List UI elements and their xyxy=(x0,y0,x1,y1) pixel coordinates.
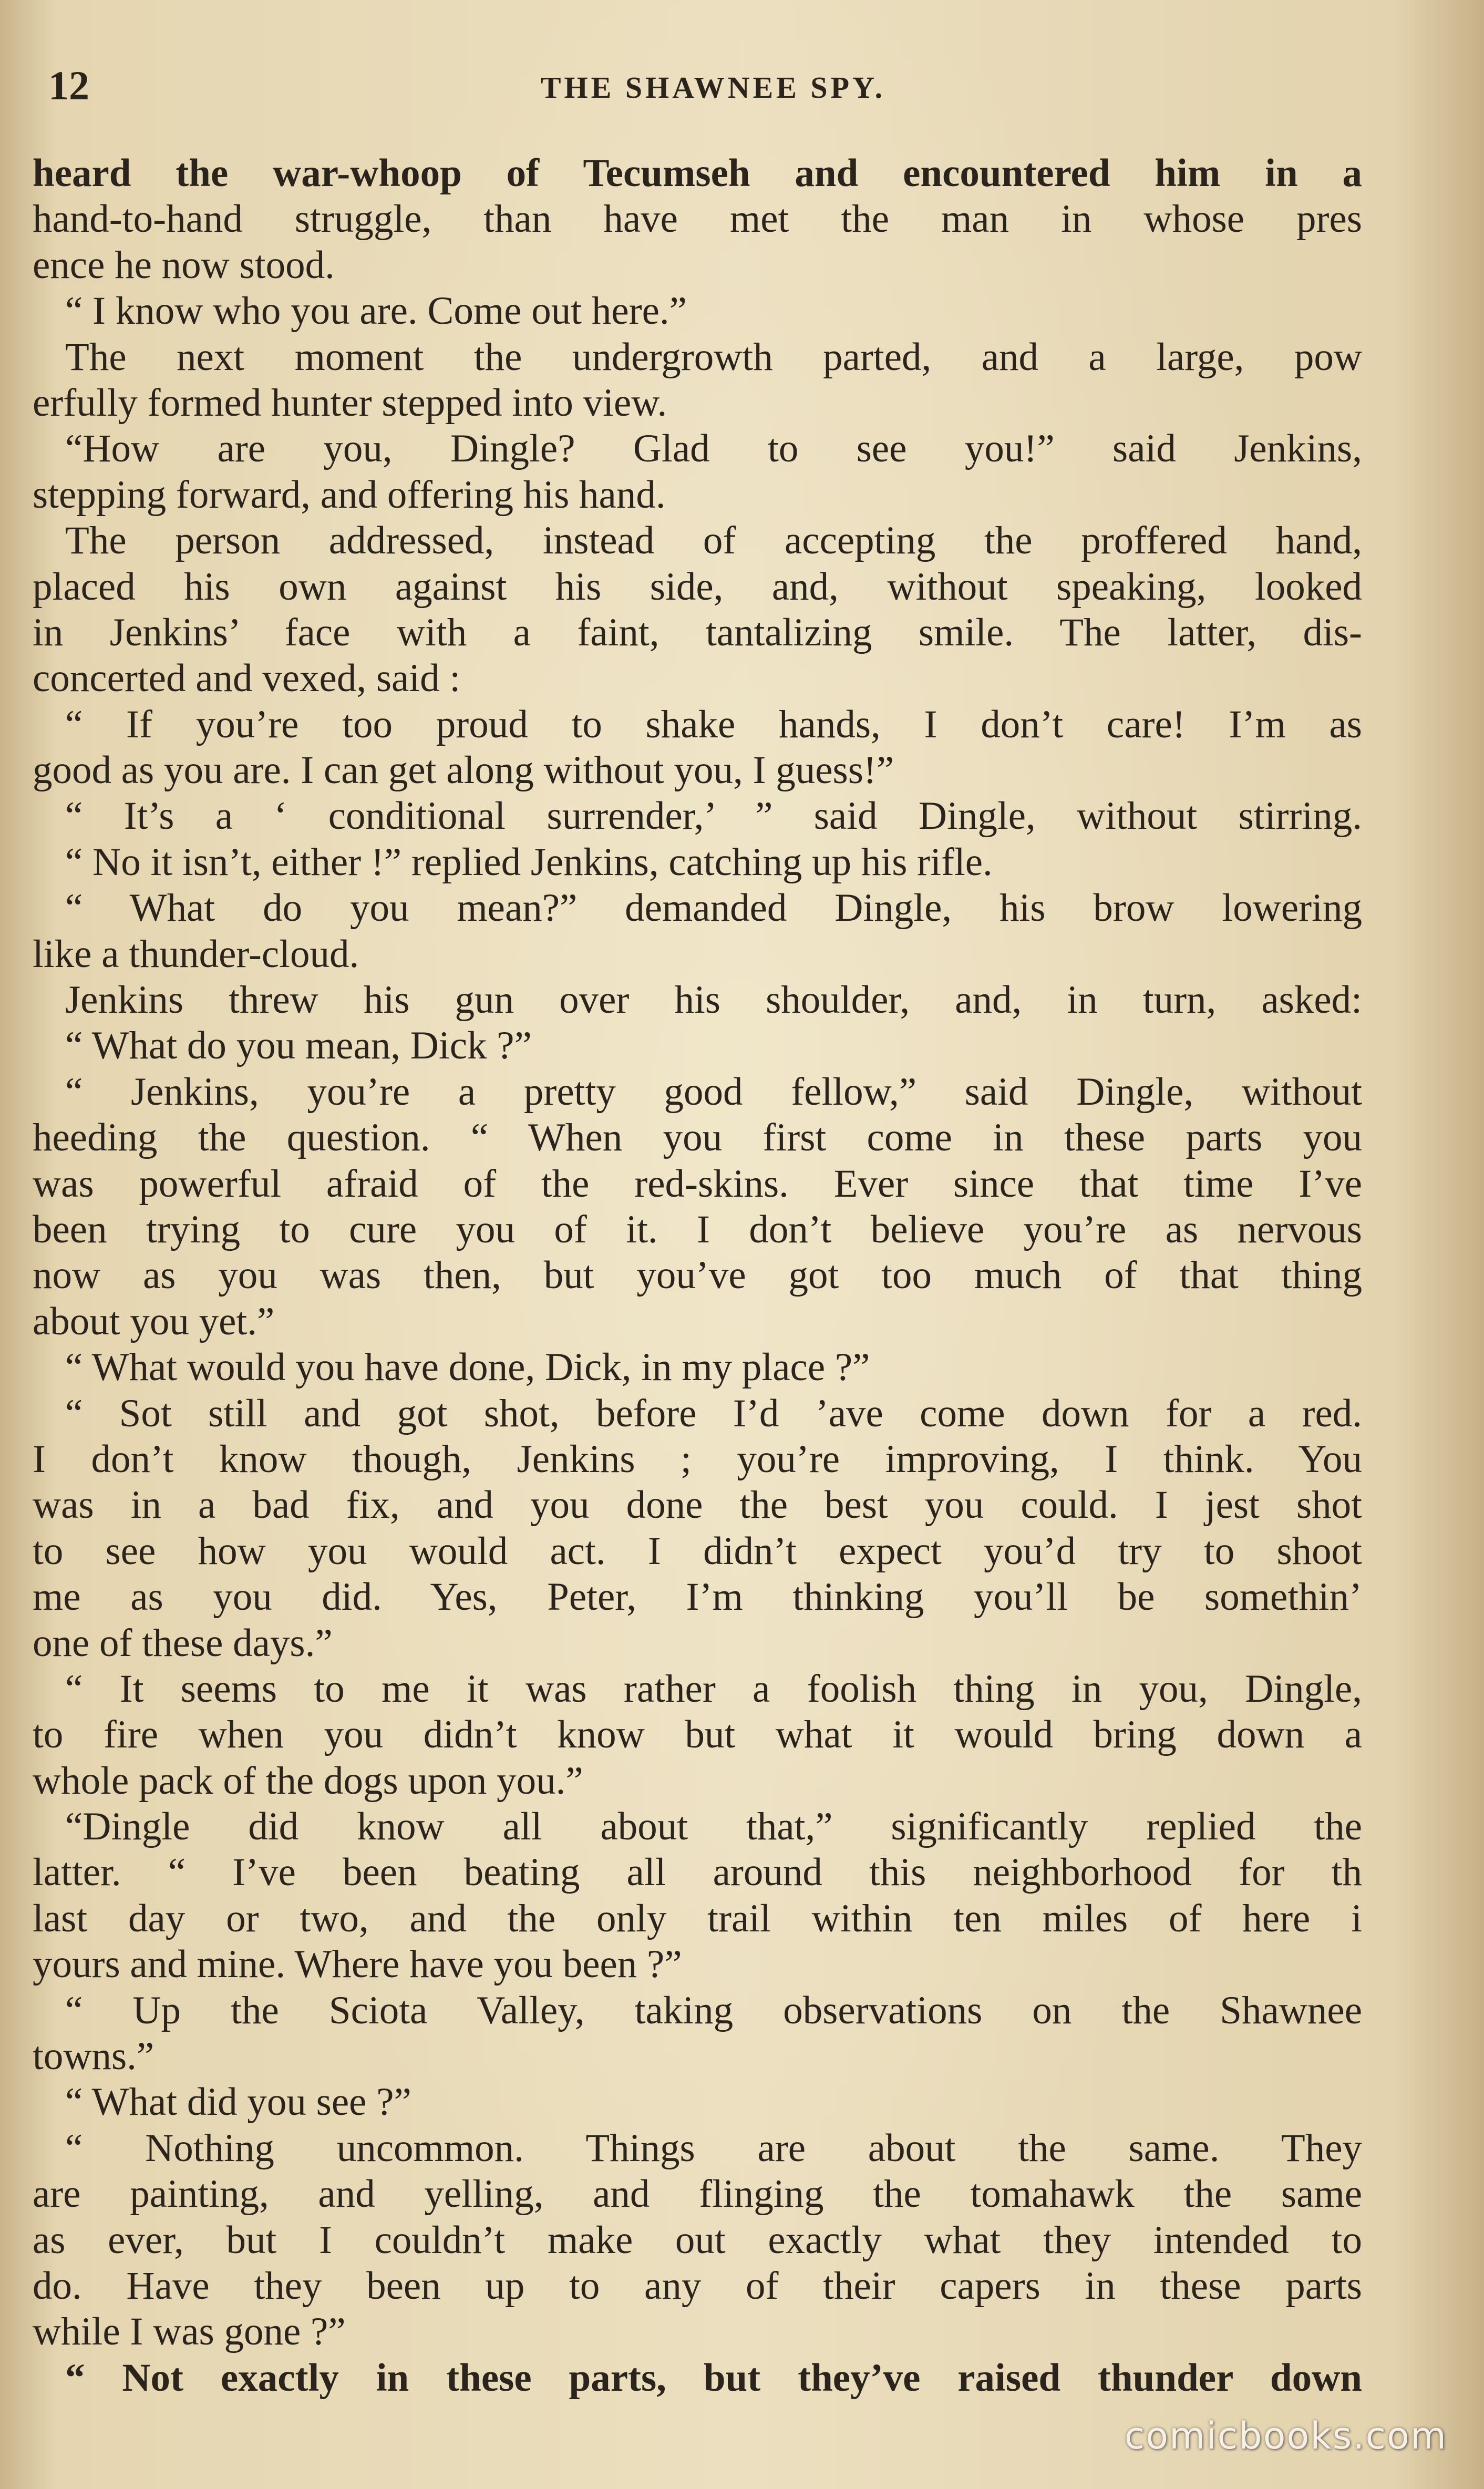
text-line: erfully formed hunter stepped into view. xyxy=(33,380,667,425)
text-line: me as you did. Yes, Peter, I’m thinking you’ll be somethin’ xyxy=(33,1575,1362,1619)
text-line: heard the war-whoop of Tecumseh and encountered him in a xyxy=(33,151,1362,195)
text-line: concerted and vexed, said : xyxy=(33,656,461,701)
text-line: “ Nothing uncommon. Things are about the same. They xyxy=(65,2126,1362,2170)
text-line: been trying to cure you of it. I don’t believe you’re as nervous xyxy=(33,1207,1362,1251)
text-line: “ It seems to me it was rather a foolish thing in you, Dingle, xyxy=(65,1667,1362,1711)
text-line: The person addressed, instead of accepting the proffered hand, xyxy=(65,519,1362,563)
text-line: now as you was then, but you’ve got too much of that thing xyxy=(33,1253,1362,1298)
running-head: THE SHAWNEE SPY. xyxy=(540,70,886,105)
text-line: was in a bad fix, and you done the best you could. I jest shot xyxy=(33,1483,1362,1527)
text-line: “ What did you see ?” xyxy=(65,2080,411,2124)
text-line: placed his own against his side, and, without speaking, looked xyxy=(33,564,1362,609)
text-line: “ No it isn’t, either !” replied Jenkins, catching up his rifle. xyxy=(65,840,993,884)
text-line: “How are you, Dingle? Glad to see you!” said Jenkins, xyxy=(65,427,1362,471)
text-line: “ What do you mean?” demanded Dingle, his brow lowering xyxy=(65,886,1362,930)
text-line: “ It’s a ‘ conditional surrender,’ ” said Dingle, without stirring. xyxy=(65,794,1362,838)
text-line: The next moment the undergrowth parted, and a large, pow xyxy=(65,335,1362,379)
text-line: “ What would you have done, Dick, in my place ?” xyxy=(65,1345,870,1390)
text-line: are painting, and yelling, and flinging the tomahawk the same xyxy=(33,2172,1362,2216)
text-line: Jenkins threw his gun over his shoulder, and, in turn, asked: xyxy=(65,978,1362,1022)
text-line: whole pack of the dogs upon you.” xyxy=(33,1758,583,1803)
text-line: “ What do you mean, Dick ?” xyxy=(65,1024,532,1068)
text-line: to see how you would act. I didn’t expect you’d try to shoot xyxy=(33,1529,1362,1573)
text-line: good as you are. I can get along without you, I guess!” xyxy=(33,748,894,793)
text-line: “ If you’re too proud to shake hands, I don’t care! I’m as xyxy=(65,702,1362,746)
text-line: while I was gone ?” xyxy=(33,2310,346,2354)
page-header xyxy=(48,62,1378,109)
text-line: “ Sot still and got shot, before I’d ’ave come down for a red. xyxy=(65,1391,1362,1435)
text-line: in Jenkins’ face with a faint, tantalizing smile. The latter, dis- xyxy=(33,610,1362,654)
text-line: hand-to-hand struggle, than have met the man in whose pres xyxy=(33,197,1362,241)
text-line: as ever, but I couldn’t make out exactly what they intended to xyxy=(33,2218,1362,2262)
body-text xyxy=(33,150,1362,2401)
text-line: yours and mine. Where have you been ?” xyxy=(33,1942,682,1987)
text-line: to fire when you didn’t know but what it would bring down a xyxy=(33,1713,1362,1757)
text-line: last day or two, and the only trail within ten miles of here i xyxy=(33,1896,1362,1940)
text-line: towns.” xyxy=(33,2034,154,2079)
text-line: like a thunder-cloud. xyxy=(33,932,359,976)
text-line: “Dingle did know all about that,” significantly replied the xyxy=(65,1805,1362,1849)
text-line: was powerful afraid of the red-skins. Ever since that time I’ve xyxy=(33,1161,1362,1206)
page-number: 12 xyxy=(48,63,89,108)
text-line: “ I know who you are. Come out here.” xyxy=(65,289,687,333)
text-line: ence he now stood. xyxy=(33,243,335,287)
text-line: latter. “ I’ve been beating all around this neighborhood for th xyxy=(33,1850,1362,1895)
text-line: stepping forward, and offering his hand. xyxy=(33,472,666,517)
text-line: heeding the question. “ When you first come in these parts you xyxy=(33,1116,1362,1160)
text-line: about you yet.” xyxy=(33,1299,275,1343)
text-line: one of these days.” xyxy=(33,1621,333,1665)
text-line: “ Jenkins, you’re a pretty good fellow,” said Dingle, without xyxy=(65,1069,1362,1114)
watermark: comicbooks.com xyxy=(1124,2414,1447,2457)
text-line: “ Not exactly in these parts, but they’ve raised thunder down xyxy=(65,2356,1362,2400)
text-line: “ Up the Sciota Valley, taking observations on the Shawnee xyxy=(65,1988,1362,2032)
text-line: I don’t know though, Jenkins ; you’re improving, I think. You xyxy=(33,1437,1362,1481)
text-line: do. Have they been up to any of their capers in these parts xyxy=(33,2264,1362,2308)
